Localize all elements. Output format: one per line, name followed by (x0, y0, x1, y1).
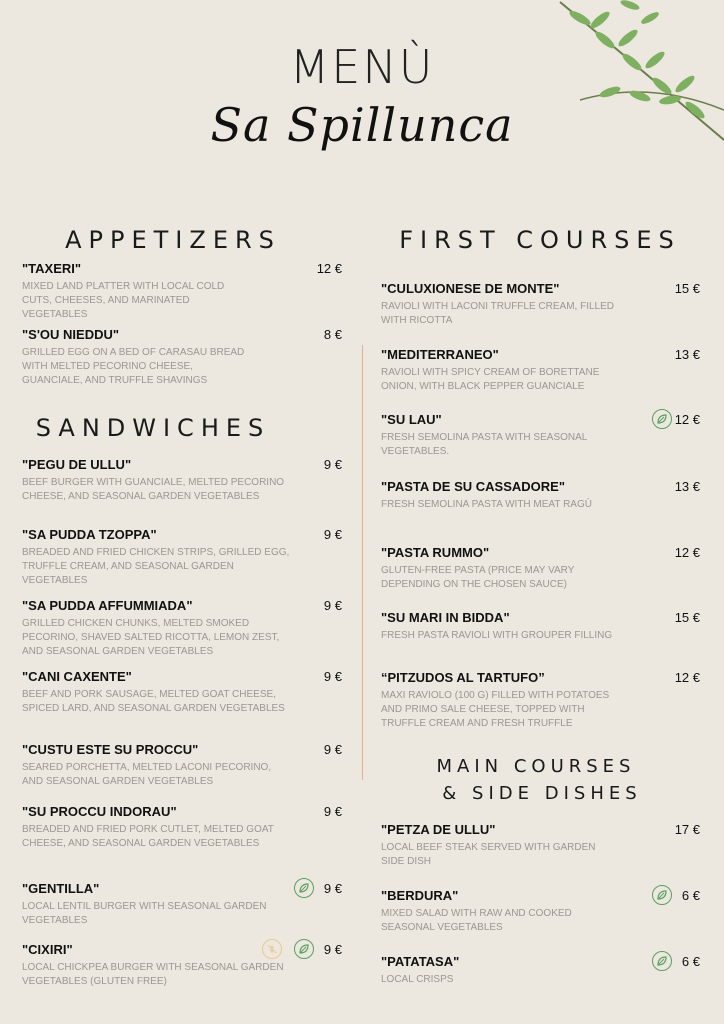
menu-item-name: "CULUXIONESE DE MONTE" (381, 281, 560, 296)
menu-item-name: "TAXERI" (22, 261, 82, 276)
menu-item-name: "GENTILLA" (22, 881, 100, 896)
menu-item-name: "SA PUDDA AFFUMMIADA" (22, 598, 193, 613)
menu-title: MENÙ (289, 40, 435, 94)
menu-item-price: 8 € (323, 327, 342, 342)
menu-item-name: "SU PROCCU INDORAU" (22, 804, 177, 819)
menu-item-name: "CIXIRI" (22, 942, 73, 957)
menu-item-price: 12 € (674, 670, 700, 685)
menu-item-name: “PITZUDOS AL TARTUFO” (381, 670, 545, 685)
menu-item-name: "BERDURA" (381, 888, 459, 903)
menu-item-description: BREADED AND FRIED PORK CUTLET, MELTED GOAT CHEESE, AND SEASONAL GARDEN VEGETABLES (22, 824, 274, 849)
menu-item-price: 9 € (323, 527, 342, 542)
menu-item-description: GRILLED CHICKEN CHUNKS, MELTED SMOKED PECORINO, SHAVED SALTED RICOTTA, LEMON ZEST, AND SEASONAL GARDEN VEGETABLES (22, 618, 280, 657)
menu-item-description: MIXED SALAD WITH RAW AND COOKED SEASONAL VEGETABLES (381, 908, 572, 933)
menu-item-name: "SA PUDDA TZOPPA" (22, 527, 157, 542)
menu-item-name: "PETZA DE ULLU" (381, 822, 496, 837)
menu-item-price: 9 € (323, 457, 342, 472)
heading-appetizers: APPETIZERS (65, 226, 281, 254)
menu-item-name: "MEDITERRANEO" (381, 347, 499, 362)
menu-item-description: SEARED PORCHETTA, MELTED LACONI PECORINO, AND SEASONAL GARDEN VEGETABLES (22, 762, 272, 787)
menu-item-price: 9 € (323, 598, 342, 613)
menu-item-name: "S'OU NIEDDU" (22, 327, 120, 342)
heading-first-courses: FIRST COURSES (399, 226, 681, 254)
menu-item-description: LOCAL BEEF STEAK SERVED WITH GARDEN SIDE DISH (381, 842, 596, 867)
menu-item-price: 6 € (681, 954, 700, 969)
menu-item-price: 12 € (674, 412, 700, 427)
vegan-leaf-icon (652, 951, 672, 971)
menu-item-name: "CUSTU ESTE SU PROCCU" (22, 742, 199, 757)
menu-item-name: "PEGU DE ULLU" (22, 457, 132, 472)
vegan-leaf-icon (294, 878, 314, 898)
menu-item-price: 6 € (681, 888, 700, 903)
menu-item-description: MIXED LAND PLATTER WITH LOCAL COLD CUTS, CHEESES, AND MARINATED VEGETABLES (22, 281, 225, 320)
menu-item-name: "CANI CAXENTE" (22, 669, 132, 684)
menu-item-price: 13 € (674, 479, 700, 494)
menu-item-description: MAXI RAVIOLO (100 G) FILLED WITH POTATOES AND PRIMO SALE CHEESE, TOPPED WITH TRUFFLE CREAM AND FRESH TRUFFLE (381, 690, 610, 729)
menu-item-name: "PASTA RUMMO" (381, 545, 490, 560)
menu-item-description: LOCAL CHICKPEA BURGER WITH SEASONAL GARDEN VEGETABLES (GLUTEN FREE) (22, 962, 284, 987)
menu-item-description: FRESH SEMOLINA PASTA WITH MEAT RAGÙ (381, 499, 592, 510)
column-divider (362, 345, 363, 780)
heading-side-dishes: & SIDE DISHES (442, 783, 642, 804)
menu-item-price: 9 € (323, 804, 342, 819)
vegan-leaf-icon (652, 885, 672, 905)
menu-item-description: GLUTEN-FREE PASTA (PRICE MAY VARY DEPENDING ON THE CHOSEN SAUCE) (381, 565, 575, 590)
vegan-leaf-icon (652, 409, 672, 429)
menu-item-description: FRESH PASTA RAVIOLI WITH GROUPER FILLING (381, 630, 613, 641)
menu-item-description: LOCAL LENTIL BURGER WITH SEASONAL GARDEN VEGETABLES (22, 901, 267, 926)
menu-item-description: RAVIOLI WITH SPICY CREAM OF BORETTANE ONION, WITH BLACK PEPPER GUANCIALE (381, 367, 600, 392)
menu-item-price: 9 € (323, 669, 342, 684)
menu-item-description: LOCAL CRISPS (381, 974, 454, 985)
menu-item-price: 15 € (674, 281, 700, 296)
menu-item-description: BEEF BURGER WITH GUANCIALE, MELTED PECORINO CHEESE, AND SEASONAL GARDEN VEGETABLES (22, 477, 285, 502)
menu-item-price: 9 € (323, 881, 342, 896)
menu-item-price: 9 € (323, 742, 342, 757)
heading-sandwiches: SANDWICHES (35, 414, 271, 442)
menu-item-name: "SU MARI IN BIDDA" (381, 610, 510, 625)
menu-item-price: 9 € (323, 942, 342, 957)
menu-item-price: 12 € (674, 545, 700, 560)
menu-item-description: BREADED AND FRIED CHICKEN STRIPS, GRILLED EGG, TRUFFLE CREAM, AND SEASONAL GARDEN VEGETABLES (22, 547, 290, 586)
menu-item-description: GRILLED EGG ON A BED OF CARASAU BREAD WITH MELTED PECORINO CHEESE, GUANCIALE, AND TRUFFLE SHAVINGS (22, 347, 245, 386)
menu-item-description: BEEF AND PORK SAUSAGE, MELTED GOAT CHEESE, SPICED LARD, AND SEASONAL GARDEN VEGETABLES (22, 689, 285, 714)
menu-item-price: 15 € (674, 610, 700, 625)
heading-main-courses: MAIN COURSES (436, 756, 636, 777)
menu-item-name: "SU LAU" (381, 412, 442, 427)
menu-item-price: 17 € (674, 822, 700, 837)
restaurant-name: Sa Spillunca (210, 98, 514, 152)
gluten-free-icon (262, 939, 282, 959)
menu-item-name: "PASTA DE SU CASSADORE" (381, 479, 565, 494)
vegan-leaf-icon (294, 939, 314, 959)
menu-item-price: 12 € (316, 261, 342, 276)
menu-item-price: 13 € (674, 347, 700, 362)
menu-item-name: "PATATASA" (381, 954, 460, 969)
menu-item-description: FRESH SEMOLINA PASTA WITH SEASONAL VEGETABLES. (381, 432, 587, 457)
menu-item-description: RAVIOLI WITH LACONI TRUFFLE CREAM, FILLED WITH RICOTTA (381, 301, 614, 326)
